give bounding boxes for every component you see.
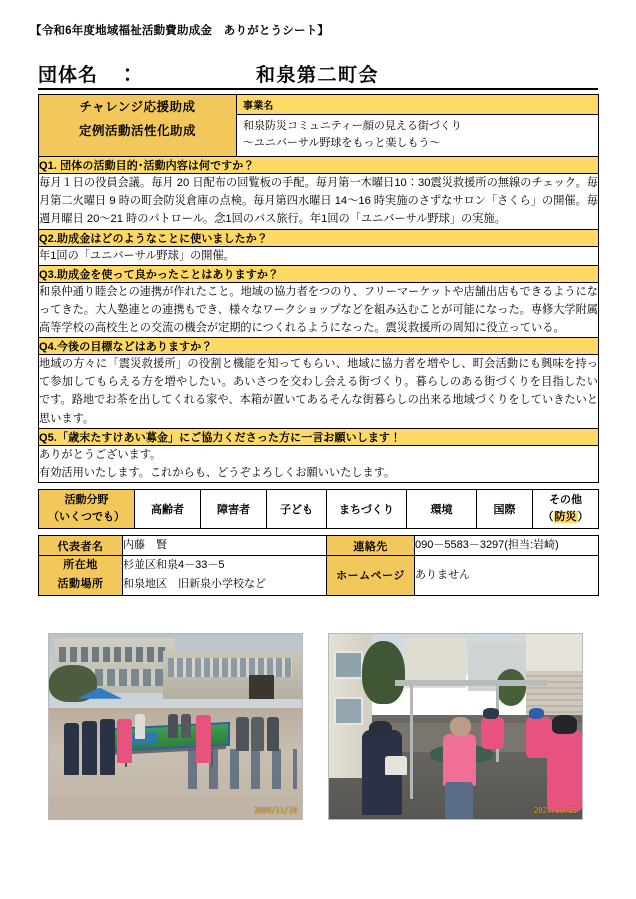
- grant-type-cell: [39, 95, 237, 157]
- person-student-3: [100, 719, 115, 775]
- activity-field-environment[interactable]: 環境: [407, 489, 477, 528]
- activity-fields-header: [39, 489, 135, 528]
- person-pink-center-head: [450, 717, 470, 736]
- project-cell: [237, 95, 599, 157]
- other-value-highlighted: 防災: [554, 510, 577, 523]
- photo-timestamp: 2024/10/15: [533, 806, 577, 815]
- representative-row: [39, 535, 599, 555]
- activity-fields-header-line-1: 活動分野: [64, 494, 109, 507]
- q1-header: Q1. 団体の活動目的･活動内容は何ですか？: [39, 157, 599, 174]
- telephone-label: 連絡先: [327, 535, 415, 555]
- website-label: ホームページ: [327, 556, 415, 596]
- person-right-cap: [552, 715, 577, 734]
- person-navy-cap: [369, 721, 392, 738]
- q4-header: Q4.今後の目標などはありますか？: [39, 338, 599, 355]
- person-student-1: [64, 723, 79, 775]
- project-name-line-1: 和泉防災コミュニティー顔の見える街づくり: [243, 120, 462, 132]
- person-spectator-3: [181, 714, 191, 738]
- q5-answer-row: [39, 445, 599, 482]
- person-spectator-5: [251, 717, 264, 750]
- address-line-1: 杉並区和泉4－33－5: [123, 559, 225, 572]
- grant-type-line-1: チャレンジ応援助成: [79, 100, 196, 114]
- activity-field-disabled[interactable]: 障害者: [201, 489, 267, 528]
- q1-header-row: [39, 157, 599, 174]
- project-name-line-2: ～ユニバーサル野球をもっと楽しもう～: [243, 137, 441, 150]
- address-label: [39, 556, 123, 596]
- q3-answer-row: [39, 282, 599, 337]
- address-value: [123, 556, 327, 596]
- activity-fields-header-line-2: （いくつでも）: [48, 510, 125, 523]
- person-spectator-2: [168, 714, 178, 738]
- q4-answer: 地域の方々に「震災救援所」の役割と機能を知ってもらい、地域に協力者を増やし、町会活動にも興味を持って参加してもらえる方を増やしたい。あいさつを交わし会える街づくり。暮らしのある街づくりを目指したいです。路地でお茶を出してくれる家や、本箱が置いてあるそんな街暮らしの出来る地域づくりをしていきたいと思います。: [39, 355, 599, 429]
- activity-fields-table: [38, 489, 599, 529]
- q2-header: Q2.助成金はどのようなことに使いましたか？: [39, 229, 599, 246]
- contact-info-table: [38, 535, 599, 596]
- other-paren-open: （: [542, 510, 554, 523]
- photo-universal-baseball-scene: [49, 634, 302, 819]
- grant-type-line-2: 定例活動活性化助成: [78, 124, 196, 139]
- person-spectator-1: [135, 714, 145, 740]
- address-row: [39, 556, 599, 596]
- project-name-body: [237, 115, 598, 156]
- q5-answer-line-1: ありがとうございます。: [39, 448, 162, 461]
- activity-field-other-value-group: [533, 509, 598, 526]
- tree-right: [496, 669, 526, 706]
- project-name-header: 事業名: [237, 95, 598, 115]
- building-entrance: [249, 675, 274, 699]
- building-windows-row-1: [59, 647, 168, 662]
- person-student-2: [82, 721, 97, 775]
- tree-left: [362, 641, 405, 704]
- q2-header-row: [39, 229, 599, 246]
- q5-header: Q5.「歳末たすけあい募金」にご協力くださった方に一言お願いします！: [39, 428, 599, 445]
- representative-label: 代表者名: [39, 535, 123, 555]
- metal-frame-rack: [395, 680, 547, 686]
- document-title: 【令和6年度地域福祉活動費助成金 ありがとうシート】: [30, 25, 330, 37]
- address-label-line-2: 活動場所: [57, 578, 104, 591]
- q2-answer-row: [39, 246, 599, 265]
- dark-cap: [483, 708, 498, 719]
- address-label-line-1: 所在地: [63, 559, 98, 572]
- activity-field-community[interactable]: まちづくり: [327, 489, 407, 528]
- q3-header-row: [39, 265, 599, 282]
- person-spectator-6: [267, 717, 280, 750]
- person-pink-center: [443, 734, 476, 786]
- activity-field-children[interactable]: 子ども: [267, 489, 327, 528]
- group-name-value: 和泉第二町会: [256, 65, 380, 86]
- q1-answer: 毎月１日の役員会議。毎月 20 日配布の回覧板の手配。毎月第一木曜日10：30震災救援所の無線のチェック。毎月第二火曜日 9 時の町会防災倉庫の点検。毎月第四水曜日 14～16 時実施のさずなサロン「さくら」の開催。毎週月曜日 20～21 時のパトロール。念1回のバス旅行。年1回の「ユニバーサル野球」の実施。: [39, 174, 599, 229]
- q3-header: Q3.助成金を使って良かったことはありますか？: [39, 265, 599, 282]
- person-pink-bending: [481, 717, 504, 748]
- frame-pole-left: [410, 684, 413, 799]
- q4-header-row: [39, 338, 599, 355]
- q4-answer-row: [39, 355, 599, 429]
- photo-universal-baseball: [48, 633, 303, 820]
- window-left-upper: [334, 651, 363, 679]
- main-content-table: [38, 94, 599, 483]
- group-name-row: [38, 58, 598, 90]
- person-pink-center-jeans: [445, 782, 473, 819]
- other-paren-close: ）: [577, 510, 589, 523]
- q3-answer: 和泉仲通り睦会との連携が作れたこと。地域の協力者をつのり、フリーマーケットや店舗出店もできるようになってきた。大人塾連との連携もでき、様々なワークショップなどを組み込むことが可能になった。専修大学附属高等学校の高校生との交流の機会が定期的につくれるようになった。震災救援所の周知に役立っている。: [39, 282, 599, 337]
- person-pink-right-2: [547, 730, 582, 811]
- photo-street-cleanup-scene: [329, 634, 582, 819]
- telephone-value: 090－5583－3297(担当:岩崎): [415, 535, 599, 555]
- person-spectator-4: [236, 717, 249, 750]
- q5-answer: [39, 445, 599, 482]
- address-line-2: 和泉地区 旧新泉小学校など: [123, 578, 266, 591]
- window-left-lower: [334, 697, 363, 725]
- photo-street-cleanup: [328, 633, 583, 820]
- group-name-label: 団体名 ：: [38, 65, 139, 86]
- representative-name: 内藤 賢: [123, 535, 327, 555]
- activity-fields-row: [39, 489, 599, 528]
- activity-field-other-label: その他: [549, 493, 582, 506]
- q5-header-row: [39, 428, 599, 445]
- grant-type-row: [39, 95, 599, 157]
- photo-timestamp: 2009/11/10: [253, 806, 297, 815]
- person-pink-staff-1: [117, 719, 132, 763]
- website-value: ありません: [415, 556, 599, 596]
- activity-field-elderly[interactable]: 高齢者: [135, 489, 201, 528]
- person-pink-staff-2: [196, 715, 211, 763]
- blue-cap: [529, 708, 544, 719]
- activity-field-other[interactable]: [533, 489, 599, 528]
- clipboard-paper: [385, 756, 408, 775]
- q5-answer-line-2: 有効活用いたします。これからも、どうぞよろしくお願いいたします。: [39, 466, 396, 479]
- q1-answer-row: [39, 174, 599, 229]
- q2-answer: 年1回の「ユニバーサル野球」の開催。: [39, 246, 599, 265]
- activity-field-international[interactable]: 国際: [477, 489, 533, 528]
